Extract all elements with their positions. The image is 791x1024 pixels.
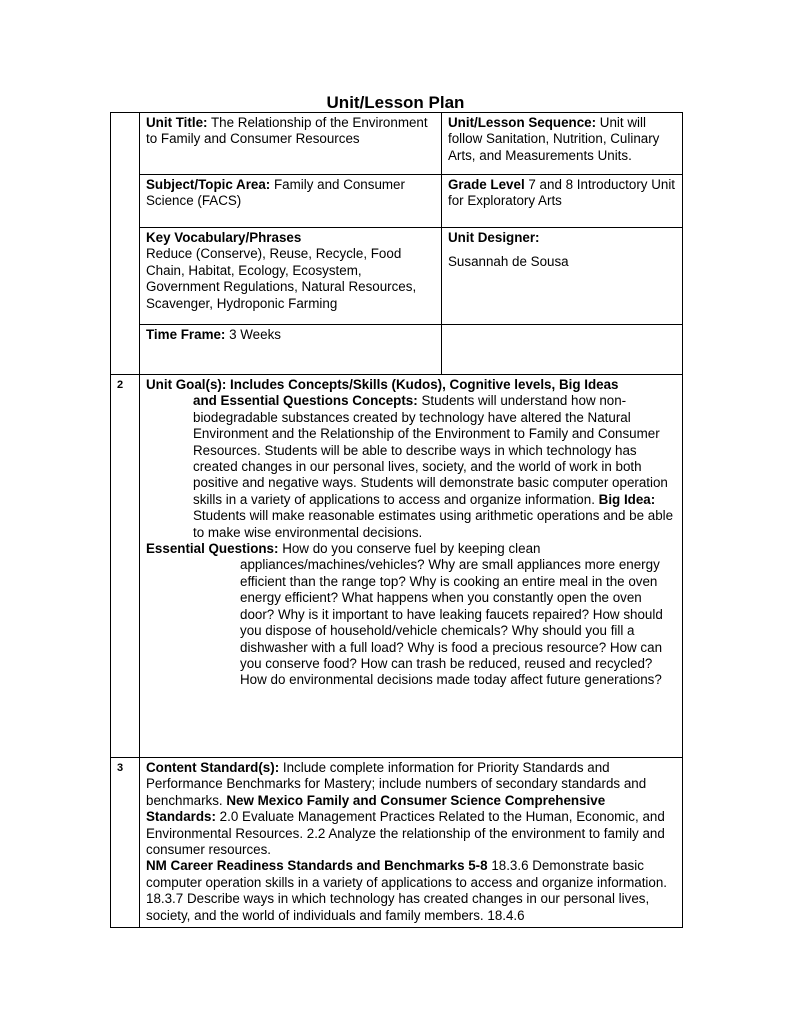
row-subject: [111, 175, 683, 228]
time-frame-value: 3 Weeks: [225, 327, 281, 342]
row-unit-title: [111, 113, 683, 175]
subject-cell: [140, 175, 442, 228]
time-frame-cell: [140, 325, 442, 375]
sequence-cell: [442, 113, 683, 175]
row-number: 2: [111, 375, 140, 758]
big-idea-text: Students will make reasonable estimates using arithmetic operations and be able to make wise environmental decisions.: [193, 508, 674, 540]
unit-title-label: Unit Title:: [146, 115, 208, 130]
designer-cell: [442, 228, 683, 325]
row-number-cell: [111, 113, 140, 375]
designer-value: Susannah de Sousa: [448, 254, 569, 270]
lesson-plan-table: [110, 112, 683, 928]
content-standards-text: Include complete information for Priority Standards and Performance Benchmarks for Mastery; include numbers of secondary standards and benchmarks.: [146, 760, 647, 808]
essential-questions-text: appliances/machines/vehicles? Why are small appliances more energy efficient than the range top? Why is cooking an entire meal in the oven energy efficient? What happens when you constantly open the oven door? Why is it important to have leaking faucets repaired? How should you dispose of household/vehicle chemicals? Why should you fill a dishwasher with a full load? Why is food a precious resource? How can you conserve food? How can trash be reduced, reused and recycled? How do environmental decisions made today affect future generations?: [240, 557, 663, 688]
row-time-frame: [111, 325, 683, 375]
subject-label: Subject/Topic Area:: [146, 177, 271, 192]
vocabulary-label: Key Vocabulary/Phrases: [146, 230, 302, 245]
essential-questions-label: Essential Questions:: [146, 541, 279, 557]
subject-value: Family and Consumer Science (FACS): [146, 177, 405, 209]
row-content-standards: [111, 758, 683, 928]
career-standards-label: NM Career Readiness Standards and Benchmarks 5-8: [146, 858, 488, 874]
row-vocabulary: [111, 228, 683, 325]
content-standards-label: Content Standard(s):: [146, 760, 280, 775]
nm-standards-label: New Mexico Family and Consumer Science Comprehensive Standards:: [146, 792, 606, 825]
big-idea-label: Big Idea:: [598, 491, 656, 507]
vocabulary-value: Reduce (Conserve), Reuse, Recycle, Food Chain, Habitat, Ecology, Ecosystem, Government Regulations, Natural Resources, Scavenger, Hydroponic Farming: [146, 246, 417, 311]
essential-questions-first: How do you conserve fuel by keeping clean: [278, 541, 541, 557]
row-number: 3: [111, 758, 140, 928]
row-unit-goals: [111, 375, 683, 758]
empty-cell: [442, 325, 683, 375]
career-standards-text: 18.3.6 Demonstrate basic computer operation skills in a variety of applications to access and organize information. 18.3.7 Describe ways in which technology has created changes in our personal lives, society, and the world of individuals and family members. 18.4.6: [146, 858, 668, 923]
grade-cell: [442, 175, 683, 228]
page-title: Unit/Lesson Plan: [326, 93, 465, 112]
goal-label-cont: and Essential Questions Concepts:: [193, 393, 418, 409]
goal-text: Students will understand how non-biodegradable substances created by technology have altered the Natural Environment and the Relationship of the Environment to Family and Consumer Resources. Students will be able to describe ways in which technology has created changes in our personal lives, society, and the world of work in both positive and negative ways. Students will demonstrate basic computer operation skills in a variety of applications to access and organize information.: [193, 393, 668, 507]
unit-goals-cell: [140, 375, 683, 758]
vocabulary-cell: [140, 228, 442, 325]
grade-value: 7 and 8 Introductory Unit for Exploratory Arts: [448, 177, 676, 209]
grade-label: Grade Level: [448, 177, 525, 192]
sequence-label: Unit/Lesson Sequence:: [448, 115, 597, 130]
designer-label: Unit Designer:: [448, 230, 540, 245]
sequence-value: Unit will follow Sanitation, Nutrition, Culinary Arts, and Measurements Units.: [448, 115, 660, 163]
unit-title-value: The Relationship of the Environment to Family and Consumer Resources: [146, 115, 428, 147]
unit-title-cell: [140, 113, 442, 175]
goal-label: Unit Goal(s): Includes Concepts/Skills (Kudos), Cognitive levels, Big Ideas: [146, 377, 619, 392]
nm-standards-text: 2.0 Evaluate Management Practices Related to the Human, Economic, and Environmental Resources. 2.2 Analyze the relationship of the environment to family and consumer resources.: [146, 809, 665, 858]
content-standards-cell: [140, 758, 683, 928]
time-frame-label: Time Frame:: [146, 327, 226, 342]
